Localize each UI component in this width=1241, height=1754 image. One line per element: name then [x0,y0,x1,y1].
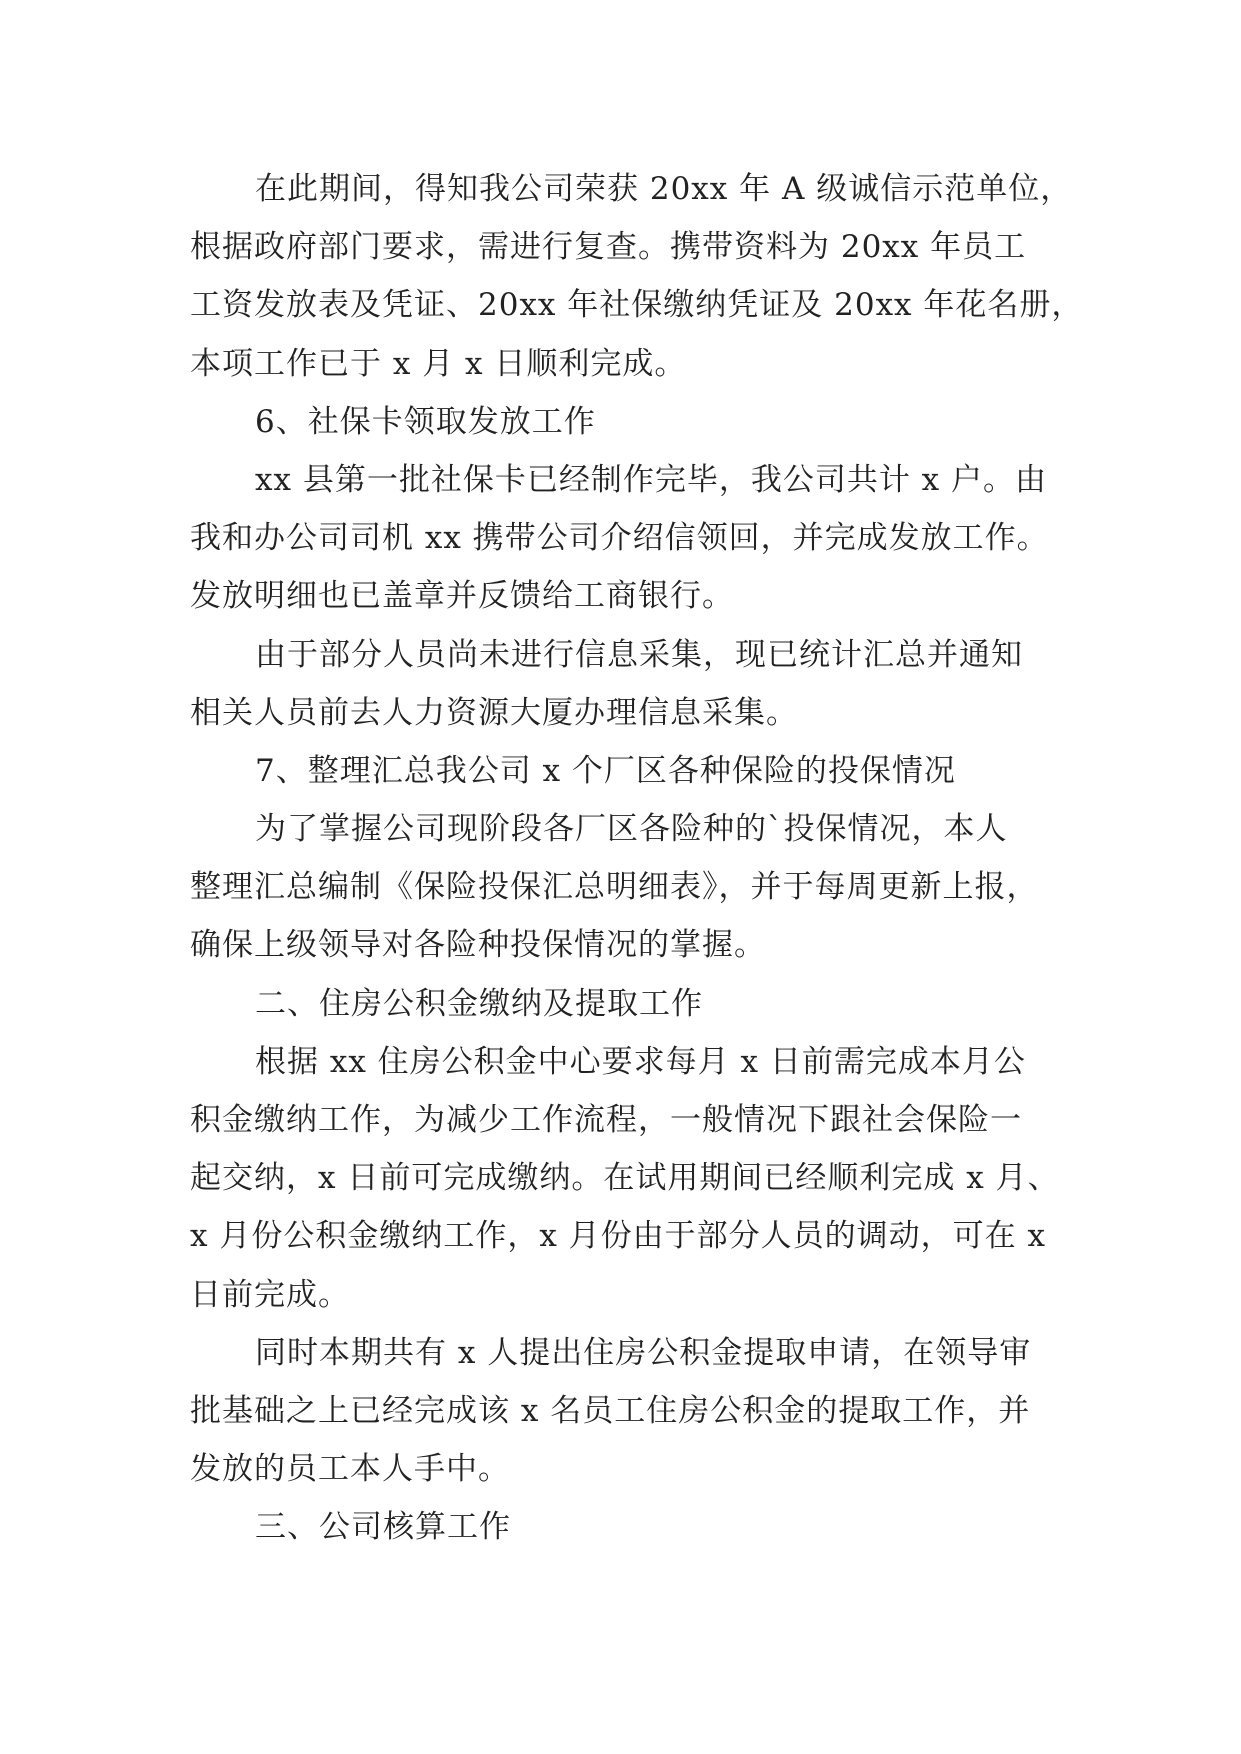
paragraph-line: xx 县第一批社保卡已经制作完毕，我公司共计 x 户。由 [255,461,1048,498]
paragraph-line: 相关人员前去人力资源大厦办理信息采集。 [190,694,798,731]
paragraph-line: 工资发放表及凭证、20xx 年社保缴纳凭证及 20xx 年花名册， [190,287,1084,324]
paragraph-line: 整理汇总编制《保险投保汇总明细表》，并于每周更新上报， [190,869,1039,906]
paragraph-line: 为了掌握公司现阶段各厂区各险种的`投保情况，本人 [255,811,1008,848]
section-heading: 7、整理汇总我公司 x 个厂区各种保险的投保情况 [255,752,956,789]
paragraph-line: x 月份公积金缴纳工作，x 月份由于部分人员的调动，可在 x [190,1218,1047,1255]
paragraph-line: 由于部分人员尚未进行信息采集，现已统计汇总并通知 [255,636,1023,673]
section-heading: 二、住房公积金缴纳及提取工作 [255,985,703,1022]
paragraph-line: 发放明细也已盖章并反馈给工商银行。 [190,578,734,615]
section-heading: 三、公司核算工作 [255,1509,511,1546]
paragraph-line: 积金缴纳工作，为减少工作流程，一般情况下跟社会保险一 [190,1102,1022,1138]
paragraph-line: 起交纳，x 日前可完成缴纳。在试用期间已经顺利完成 x 月、 [190,1160,1060,1197]
paragraph-line: 批基础之上已经完成该 x 名员工住房公积金的提取工作，并 [190,1392,1031,1429]
paragraph-line: 本项工作已于 x 月 x 日顺利完成。 [190,345,687,382]
paragraph-line: 根据 xx 住房公积金中心要求每月 x 日前需完成本月公 [255,1043,1026,1080]
section-heading: 6、社保卡领取发放工作 [255,403,596,440]
paragraph-line: 发放的员工本人手中。 [190,1451,510,1488]
paragraph-line: 在此期间，得知我公司荣获 20xx 年 A 级诚信示范单位， [255,171,1073,207]
paragraph-line: 日前完成。 [190,1276,350,1313]
paragraph-line: 同时本期共有 x 人提出住房公积金提取申请，在领导审 [255,1334,1032,1371]
paragraph-line: 我和办公司司机 xx 携带公司介绍信领回，并完成发放工作。 [190,520,1049,557]
paragraph-line: 根据政府部门要求，需进行复查。携带资料为 20xx 年员工 [190,229,1027,266]
document-body [190,160,1084,1557]
paragraph-line: 确保上级领导对各险种投保情况的掌握。 [190,927,766,964]
